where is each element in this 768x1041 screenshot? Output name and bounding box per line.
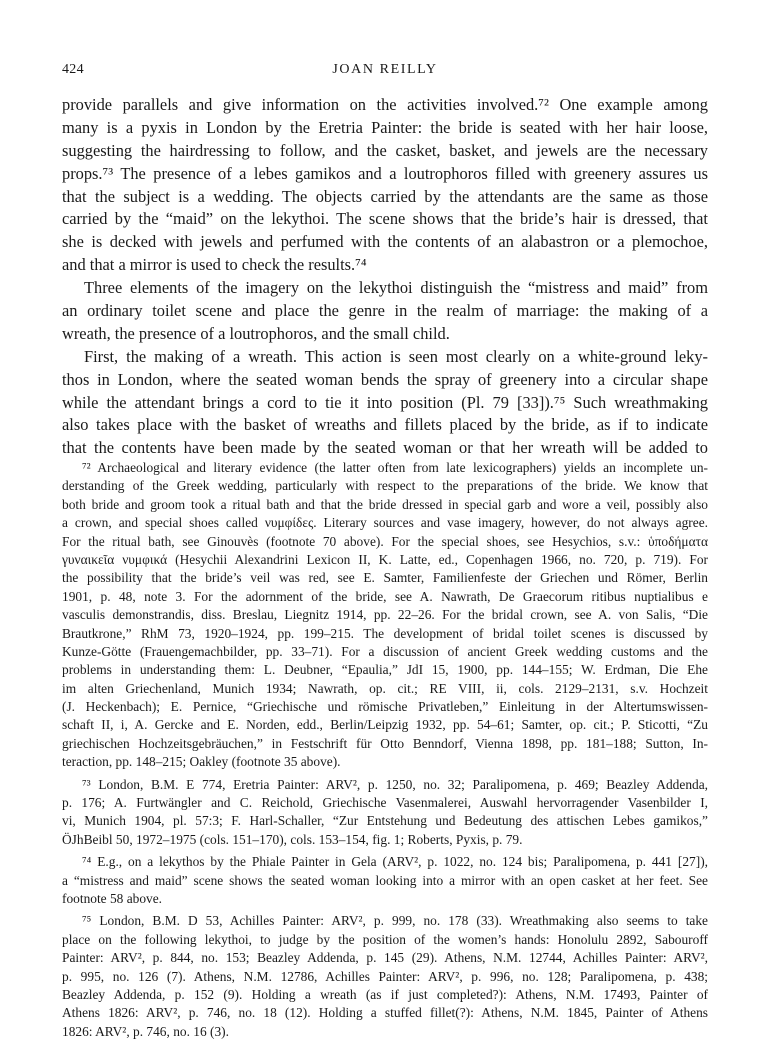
footnotes — [62, 459, 708, 1041]
body-line: First, the making of a wreath. This action is seen most clearly on a white-ground leky- — [84, 346, 708, 366]
footnote-line: Kunze-Götte (Frauengemachbilder, pp. 33–71). For a discussion of ancient Greek wedding customs and the — [62, 643, 708, 659]
body-line: many is a pyxis in London by the Eretria Painter: the bride is seated with her hair loose, — [62, 117, 708, 137]
footnote-line: Painter: ARV², p. 844, no. 153; Beazley Addenda, p. 145 (29). Athens, N.M. 12744, Achilles Painter: ARV², — [62, 950, 708, 966]
footnote-line: 1826: ARV², p. 746, no. 16 (3). — [62, 1023, 229, 1039]
body-line: she is decked with jewels and perfumed with the contents of an alabastron or a plemochoe, — [62, 232, 708, 252]
footnote-line: ⁷³ London, B.M. E 774, Eretria Painter: ARV², p. 1250, no. 32; Paralipomena, p. 469; Beazley Addenda, — [82, 776, 708, 792]
body-line: and that a mirror is used to check the results.⁷⁴ — [62, 255, 367, 275]
footnote-line: ÖJhBeibl 50, 1972–1975 (cols. 151–170), cols. 153–154, fig. 1; Roberts, Pyxis, p. 79. — [62, 831, 523, 847]
footnote-line: schaft II, i, A. Gercke and E. Norden, edd., Berlin/Leipzig 1932, pp. 54–61; Samter, op. cit.; P. Sticotti, “Zu — [62, 717, 708, 733]
footnote-line: footnote 58 above. — [62, 890, 163, 906]
body-line: also takes place with the basket of wreaths and fillets placed by the bride, as if to indicate — [62, 415, 708, 435]
footnote-line: derstanding of the Greek wedding, particularly with respect to the preparations of the bride. We know that — [62, 478, 708, 494]
footnote-line: Brautkrone,” RhM 73, 1920–1924, pp. 199–215. The development of bridal toilet scenes is discussed by — [62, 625, 708, 641]
footnote-line: griechischen Hochzeitsgebräuchen,” in Festschrift für Otto Benndorf, Vienna 1898, pp. 181–188; Sutton, In- — [62, 735, 708, 751]
body-line: Three elements of the imagery on the lekythoi distinguish the “mistress and maid” from — [84, 278, 708, 298]
body-line: while the attendant brings a cord to tie it into position (Pl. 79 [33]).⁷⁵ Such wreathmaking — [62, 392, 708, 412]
footnote-line: (J. Heckenbach); E. Pernice, “Griechische und römische Privatleben,” Einleitung in der Altertumswissen- — [62, 699, 708, 715]
body-line: wreath, the presence of a loutrophoros, and the small child. — [62, 323, 450, 343]
footnote-line: For the ritual bath, see Ginouvès (footnote 70 above). For the special shoes, see Hesychios, s.v.: ὑποδήματα — [62, 533, 708, 549]
footnote-line: 1901, p. 48, note 3. For the adornment of the bride, see A. Nawrath, De Graecorum ritibus nuptialibus e — [62, 588, 708, 604]
footnote-line: a “mistress and maid” scene shows the seated woman looking into a mirror with an open casket at her feet. See — [62, 872, 708, 888]
footnote-line: vasculis demonstrandis, diss. Breslau, Liegnitz 1914, pp. 22–26. For the bridal crown, see A. von Salis, “Die — [62, 607, 708, 623]
footnote-line: Beazley Addenda, p. 152 (9). Holding a wreath (as if just completed?): Athens, N.M. 17493, Painter of — [62, 986, 708, 1002]
footnote-line: the possibility that the bride’s veil was red, see E. Samter, Familienfeste der Griechen und Römer, Berlin — [62, 570, 708, 586]
footnote-line: γυναικεῖα νυμφικά (Hesychii Alexandrini Lexicon II, K. Latte, ed., Copenhagen 1966, no. 720, p. 719). For — [62, 551, 708, 567]
footnote-line: teraction, pp. 148–215; Oakley (footnote 35 above). — [62, 754, 341, 770]
body-line: an ordinary toilet scene and place the genre in the realm of marriage: the making of a — [62, 301, 708, 321]
footnote-line: problems in understanding them: L. Deubner, “Epaulia,” JdI 15, 1900, pp. 144–155; W. Erdman, Die Ehe — [62, 662, 708, 678]
body-line: provide parallels and give information on the activities involved.⁷² One example among — [62, 95, 708, 114]
footnote-line: ⁷² Archaeological and literary evidence (the latter often from late lexicographers) yields an incomplete un- — [82, 460, 708, 475]
footnote-line: ⁷⁴ E.g., on a lekythos by the Phiale Painter in Gela (ARV², p. 1022, no. 124 bis; Paralipomena, p. 441 [27]), — [82, 854, 708, 870]
footnote-line: both bride and groom took a ritual bath and that the bride dressed in special garb and wore a veil, possibly also — [62, 496, 708, 512]
footnote-line: im alten Griechenland, Munich 1934; Nawrath, op. cit.; RE VIII, ii, cols. 2129–2131, s.v. Hochzeit — [62, 680, 708, 696]
footnote-line: place on the following lekythoi, to judge by the position of the women’s hands: Honolulu 2892, Sabouroff — [62, 931, 708, 947]
footnote-line: ⁷⁵ London, B.M. D 53, Achilles Painter: ARV², p. 999, no. 178 (33). Wreathmaking also seems to take — [82, 913, 708, 929]
body-text — [62, 94, 708, 460]
footnote-line: p. 176; A. Furtwängler and C. Reichold, Griechische Vasenmalerei, Auswahl hervorragender Vasenbilder I, — [62, 795, 708, 811]
body-line: suggesting the hairdressing to follow, and the casket, basket, and jewels are the necessary — [62, 140, 708, 160]
running-head — [62, 62, 708, 82]
body-line: carried by the “maid” on the lekythoi. The scene shows that the bride’s hair is dressed, that — [62, 209, 708, 229]
footnote-line: Athens 1826: ARV², p. 746, no. 18 (12). Holding a stuffed fillet(?): Athens, N.M. 1845, Painter of Athens — [62, 1005, 708, 1021]
footnote-line: a crown, and special shoes called νυμφίδες. Literary sources and vase imagery, however, do not always agree. — [62, 515, 708, 531]
running-title: JOAN REILLY — [332, 62, 438, 77]
body-line: that the subject is a wedding. The objects carried by the attendants are the same as those — [62, 186, 708, 206]
footnote-line: p. 995, no. 126 (7). Athens, N.M. 12786, Achilles Painter: ARV², p. 996, no. 128; Paralipomena, p. 438; — [62, 968, 708, 984]
body-line: thos in London, where the seated woman bends the spray of greenery into a circular shape — [62, 369, 708, 389]
body-line: that the contents have been made by the seated woman or that her wreath will be added to — [62, 438, 708, 458]
footnote-line: vi, Munich 1904, pl. 57:3; F. Harl-Schaller, “Zur Entstehung und Bedeutung des attischen Lebes gamikos,” — [62, 813, 708, 829]
body-line: props.⁷³ The presence of a lebes gamikos and a loutrophoros filled with greenery assures us — [62, 163, 708, 183]
page-number: 424 — [62, 62, 84, 77]
